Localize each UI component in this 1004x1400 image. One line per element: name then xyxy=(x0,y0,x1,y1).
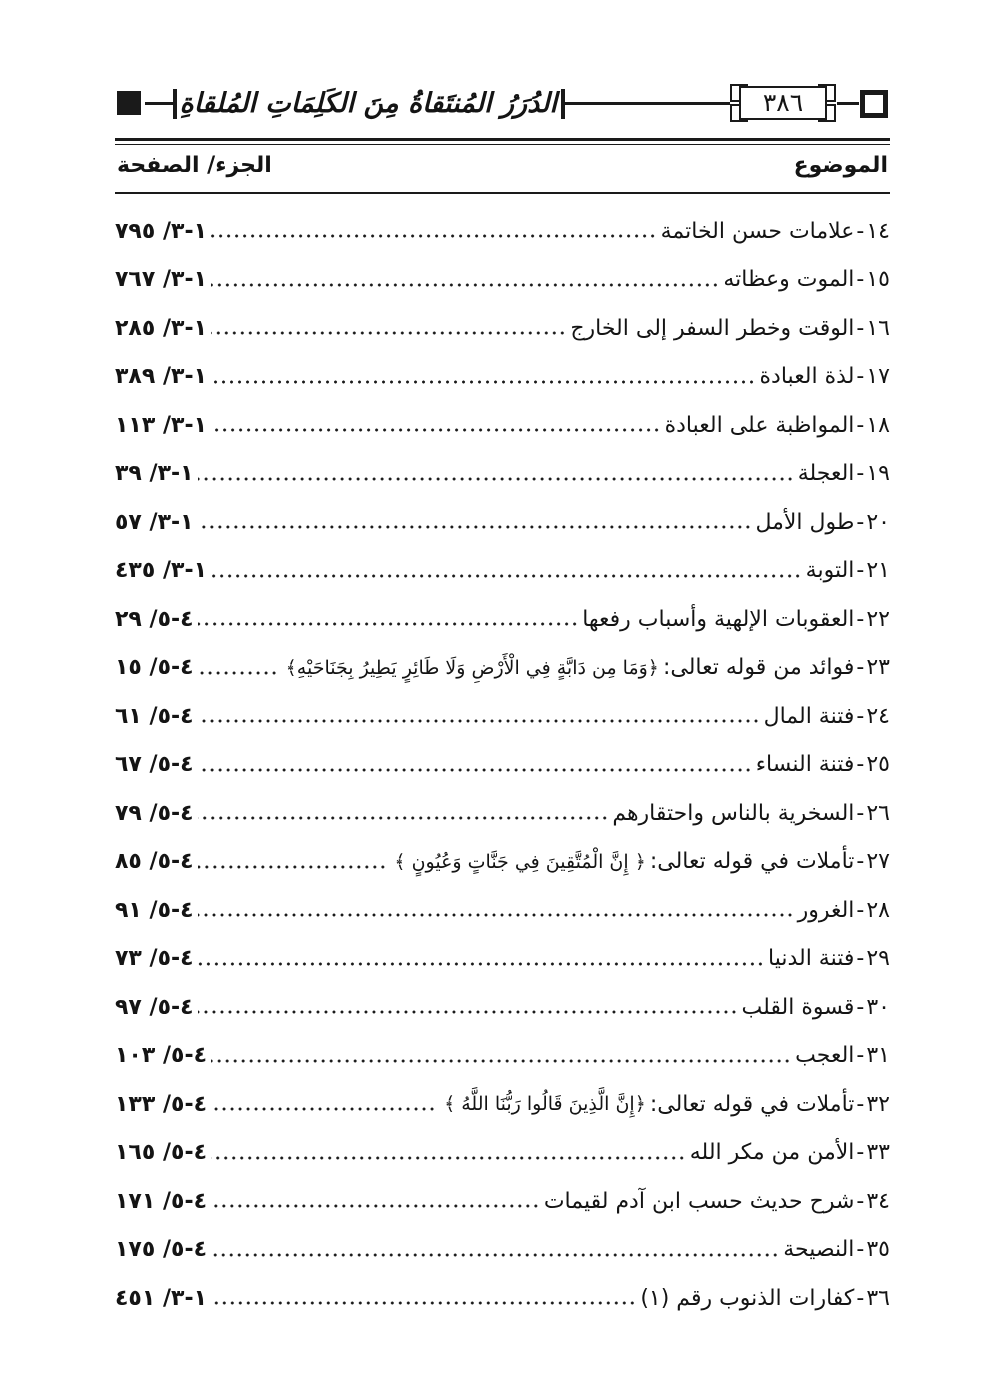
entry-title: الغرور xyxy=(797,897,855,923)
entry-dash: - xyxy=(856,461,865,487)
entry-title: الموت وعظاته xyxy=(723,267,855,293)
dot-leader xyxy=(198,710,760,732)
contents-entry xyxy=(115,1177,890,1226)
running-title: الدُرَرُ المُنتَقاةُ مِنَ الكَلِمَاتِ المُلقاةِ xyxy=(179,88,557,119)
entry-dash: - xyxy=(856,267,865,293)
entry-title: النصيحة xyxy=(783,1237,855,1263)
entry-dash: - xyxy=(856,800,865,826)
heading-rule xyxy=(115,192,890,194)
entry-volume-page: ٤-٥/ ٧٣ xyxy=(115,946,194,972)
entry-dash: - xyxy=(856,364,865,390)
entry-title: العقوبات الإلهية وأسباب رفعها xyxy=(582,606,855,632)
entry-dash: - xyxy=(856,752,865,778)
dot-leader xyxy=(211,1195,540,1217)
entry-volume-page: ٤-٥/ ١٧٥ xyxy=(115,1237,208,1263)
entry-volume-page: ١-٣/ ١١٣ xyxy=(115,412,208,438)
entry-volume-page: ٤-٥/ ٢٩ xyxy=(115,606,194,632)
contents-list xyxy=(115,207,890,1323)
entry-dash: - xyxy=(856,1285,865,1311)
column-heading-volume-page: الجزء/ الصفحة xyxy=(117,153,272,178)
entry-dash: - xyxy=(856,509,865,535)
entry-dash: - xyxy=(856,655,865,681)
entry-title: فتنة النساء xyxy=(755,752,855,778)
entry-number: ٣١ xyxy=(866,1043,890,1069)
entry-volume-page: ١-٣/ ٧٦٧ xyxy=(115,267,208,293)
entry-title: السخرية بالناس واحتقارهم xyxy=(612,800,855,826)
page-header xyxy=(115,82,890,128)
entry-number: ١٤ xyxy=(866,218,890,244)
entry-number: ٢٥ xyxy=(866,752,890,778)
entry-volume-page: ٤-٥/ ١٧١ xyxy=(115,1188,208,1214)
entry-title: فتنة الدنيا xyxy=(767,946,855,972)
contents-entry xyxy=(115,1032,890,1081)
entry-number: ٣٦ xyxy=(866,1285,890,1311)
entry-title: فتنة المال xyxy=(763,703,855,729)
entry-title: المواظبة على العبادة xyxy=(664,412,855,438)
double-rule-thick xyxy=(115,138,890,141)
dot-leader xyxy=(211,1098,436,1120)
entry-dash: - xyxy=(856,897,865,923)
dot-leader xyxy=(198,759,752,781)
entry-dash: - xyxy=(856,218,865,244)
entry-dash: - xyxy=(856,994,865,1020)
entry-quran-verse: ﴿وَمَا مِن دَابَّةٍ فِي الْأَرْضِ وَلَا طَائِرٍ يَطِيرُ بِجَنَاحَيْهِ﴾ xyxy=(285,656,659,679)
entry-title: فوائد من قوله تعالى: xyxy=(662,655,855,681)
contents-entry xyxy=(115,498,890,547)
dot-leader xyxy=(198,856,387,878)
entry-volume-page: ٤-٥/ ٩١ xyxy=(115,897,194,923)
entry-volume-page: ١-٣/ ٤٥١ xyxy=(115,1285,208,1311)
entry-volume-page: ٤-٥/ ١٥ xyxy=(115,655,194,681)
contents-entry xyxy=(115,886,890,935)
entry-dash: - xyxy=(856,849,865,875)
contents-entry xyxy=(115,838,890,887)
entry-number: ٣٥ xyxy=(866,1237,890,1263)
entry-title: طول الأمل xyxy=(755,509,855,535)
entry-dash: - xyxy=(856,1043,865,1069)
entry-title: تأملات في قوله تعالى: xyxy=(649,1091,855,1117)
entry-volume-page: ٤-٥/ ٦١ xyxy=(115,703,194,729)
entry-dash: - xyxy=(856,946,865,972)
contents-entry xyxy=(115,789,890,838)
entry-dash: - xyxy=(856,703,865,729)
entry-title: لذة العبادة xyxy=(759,364,855,390)
contents-entry xyxy=(115,644,890,693)
entry-title: العجب xyxy=(795,1043,855,1069)
page-number: ٣٨٦ xyxy=(739,86,827,120)
entry-title: كفارات الذنوب رقم (١) xyxy=(640,1285,855,1311)
entry-number: ١٧ xyxy=(866,364,890,390)
entry-number: ٢٢ xyxy=(866,606,890,632)
entry-number: ١٩ xyxy=(866,461,890,487)
entry-number: ٢١ xyxy=(866,558,890,584)
entry-dash: - xyxy=(856,315,865,341)
dot-leader xyxy=(211,371,756,393)
dot-leader xyxy=(211,274,719,296)
contents-entry xyxy=(115,450,890,499)
entry-quran-verse: ﴿ إِنَّ الْمُتَّقِينَ فِي جَنَّاتٍ وَعُيُونٍ ﴾ xyxy=(394,850,646,873)
entry-title: التوبة xyxy=(805,558,855,584)
dot-leader xyxy=(198,516,752,538)
dot-leader xyxy=(211,565,802,587)
contents-entry xyxy=(115,1274,890,1323)
contents-entry xyxy=(115,1129,890,1178)
entry-number: ٢٣ xyxy=(866,655,890,681)
dot-leader xyxy=(198,468,794,490)
entry-quran-verse: ﴿إِنَّ الَّذِينَ قَالُوا رَبُّنَا اللَّهُ ﴾ xyxy=(444,1093,646,1116)
entry-title: الوقت وخطر السفر إلى الخارج xyxy=(570,315,855,341)
entry-volume-page: ٤-٥/ ١٠٣ xyxy=(115,1043,208,1069)
contents-entry xyxy=(115,692,890,741)
entry-dash: - xyxy=(856,1091,865,1117)
entry-volume-page: ٤-٥/ ١٣٣ xyxy=(115,1091,208,1117)
entry-dash: - xyxy=(856,1237,865,1263)
entry-volume-page: ١-٣/ ٢٨٥ xyxy=(115,315,208,341)
outline-square-ornament xyxy=(860,90,888,118)
dot-leader xyxy=(198,807,609,829)
entry-volume-page: ٤-٥/ ٦٧ xyxy=(115,752,194,778)
entry-number: ٢٠ xyxy=(866,509,890,535)
contents-entry xyxy=(115,547,890,596)
contents-entry xyxy=(115,256,890,305)
entry-number: ١٦ xyxy=(866,315,890,341)
entry-number: ١٨ xyxy=(866,412,890,438)
dot-leader xyxy=(198,613,579,635)
entry-title: العجلة xyxy=(797,461,855,487)
double-rule-thin xyxy=(115,144,890,145)
contents-entry xyxy=(115,304,890,353)
entry-number: ٢٤ xyxy=(866,703,890,729)
header-rule xyxy=(145,102,173,105)
contents-entry xyxy=(115,983,890,1032)
entry-number: ١٥ xyxy=(866,267,890,293)
header-rule xyxy=(565,102,730,105)
contents-entry xyxy=(115,741,890,790)
contents-entry xyxy=(115,207,890,256)
header-rule xyxy=(837,102,859,105)
entry-dash: - xyxy=(856,606,865,632)
entry-title: قسوة القلب xyxy=(741,994,855,1020)
entry-title: الأمن من مكر الله xyxy=(689,1140,855,1166)
entry-number: ٣٢ xyxy=(866,1091,890,1117)
entry-number: ٢٩ xyxy=(866,946,890,972)
entry-volume-page: ٤-٥/ ٧٩ xyxy=(115,800,194,826)
contents-entry xyxy=(115,1080,890,1129)
entry-dash: - xyxy=(856,412,865,438)
entry-title: شرح حديث حسب ابن آدم لقيمات xyxy=(543,1188,855,1214)
dot-leader xyxy=(211,1050,791,1072)
entry-volume-page: ١-٣/ ٣٩ xyxy=(115,461,194,487)
entry-dash: - xyxy=(856,1188,865,1214)
dot-leader xyxy=(211,1147,686,1169)
header-bar xyxy=(173,89,177,119)
dot-leader xyxy=(198,662,278,684)
entry-title: تأملات في قوله تعالى: xyxy=(649,849,855,875)
entry-number: ٢٨ xyxy=(866,897,890,923)
entry-number: ٣٠ xyxy=(866,994,890,1020)
contents-entry xyxy=(115,401,890,450)
entry-title: علامات حسن الخاتمة xyxy=(660,218,855,244)
entry-number: ٢٦ xyxy=(866,800,890,826)
page-number-box xyxy=(730,84,836,122)
dot-leader xyxy=(211,419,661,441)
dot-leader xyxy=(198,904,794,926)
contents-entry xyxy=(115,353,890,402)
dot-leader xyxy=(211,1292,636,1314)
dot-leader xyxy=(198,953,764,975)
dot-leader xyxy=(211,322,566,344)
entry-volume-page: ٤-٥/ ٨٥ xyxy=(115,849,194,875)
entry-number: ٣٣ xyxy=(866,1140,890,1166)
entry-number: ٢٧ xyxy=(866,849,890,875)
entry-volume-page: ١-٣/ ٥٧ xyxy=(115,509,194,535)
dot-leader xyxy=(211,1244,779,1266)
entry-dash: - xyxy=(856,558,865,584)
column-heading-topic: الموضوع xyxy=(793,153,888,178)
entry-dash: - xyxy=(856,1140,865,1166)
filled-square-ornament xyxy=(117,91,141,115)
entry-volume-page: ٤-٥/ ١٦٥ xyxy=(115,1140,208,1166)
contents-entry xyxy=(115,935,890,984)
entry-volume-page: ١-٣/ ٣٨٩ xyxy=(115,364,208,390)
entry-volume-page: ١-٣/ ٧٩٥ xyxy=(115,218,208,244)
contents-entry xyxy=(115,1226,890,1275)
dot-leader xyxy=(198,1001,738,1023)
entry-volume-page: ٤-٥/ ٩٧ xyxy=(115,994,194,1020)
dot-leader xyxy=(211,225,657,247)
entry-number: ٣٤ xyxy=(866,1188,890,1214)
contents-entry xyxy=(115,595,890,644)
entry-volume-page: ١-٣/ ٤٣٥ xyxy=(115,558,208,584)
